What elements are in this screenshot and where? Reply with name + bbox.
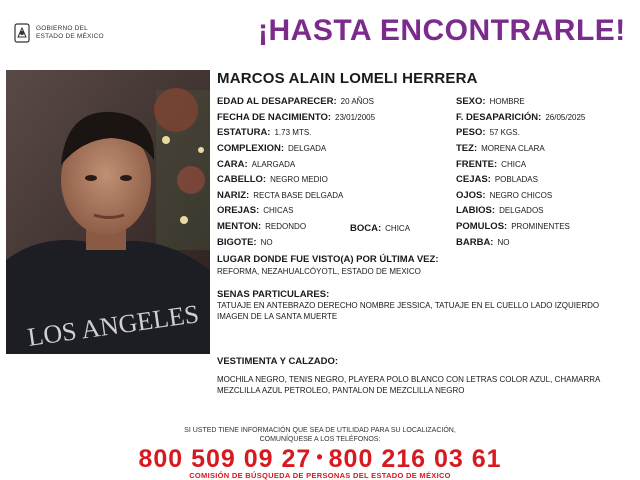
field-label: EDAD AL DESAPARECER: xyxy=(217,96,337,107)
gov-line-2: ESTADO DE MÉXICO xyxy=(36,33,104,40)
field-value: CHICA xyxy=(501,160,527,169)
state-seal-icon xyxy=(12,22,32,44)
contact-info-line-2: COMUNÍQUESE A LOS TELÉFONOS: xyxy=(259,436,381,443)
field-label: FECHA DE NACIMIENTO: xyxy=(217,112,331,123)
field-eyebrows xyxy=(456,173,538,186)
field-value: PROMINENTES xyxy=(511,222,570,231)
gov-line-1: GOBIERNO DEL xyxy=(36,25,88,32)
field-label: OJOS: xyxy=(456,190,486,201)
field-value: NO xyxy=(260,238,273,247)
shirt-lettering: LOS ANGELES xyxy=(25,299,201,352)
field-eyes xyxy=(456,189,552,202)
person-name: MARCOS ALAIN LOMELI HERRERA xyxy=(217,70,478,87)
field-label: ESTATURA: xyxy=(217,127,271,138)
field-label: POMULOS: xyxy=(456,221,508,232)
field-label: BIGOTE: xyxy=(217,237,257,248)
field-value: HOMBRE xyxy=(489,97,525,106)
field-value: DELGADA xyxy=(288,144,327,153)
field-mouth xyxy=(350,222,410,235)
field-mustache xyxy=(217,236,273,249)
marks-text: TATUAJE EN ANTEBRAZO DERECHO NOMBRE JESSICA, TATUAJE EN EL CUELLO LADO IZQUIERDO IMAGEN DE LA SANTA MUERTE xyxy=(217,301,600,321)
field-hair xyxy=(217,173,328,186)
marks-title: SENAS PARTICULARES: xyxy=(217,289,330,300)
last-seen-location: REFORMA, NEZAHUALCÓYOTL, ESTADO DE MEXICO xyxy=(217,267,421,276)
field-face xyxy=(217,158,295,171)
field-label: BOCA: xyxy=(350,223,382,234)
field-value: RECTA BASE DELGADA xyxy=(253,191,344,200)
field-sex xyxy=(456,95,525,108)
field-ears xyxy=(217,204,293,217)
field-nose xyxy=(217,189,343,202)
field-value: NO xyxy=(497,238,510,247)
field-value: CHICA xyxy=(385,224,411,233)
field-label: TEZ: xyxy=(456,143,478,154)
field-label: COMPLEXION: xyxy=(217,143,285,154)
field-value: 26/05/2025 xyxy=(545,113,586,122)
field-label: NARIZ: xyxy=(217,190,250,201)
field-label: BARBA: xyxy=(456,237,494,248)
portrait-illustration xyxy=(6,70,210,354)
field-cheekbones xyxy=(456,220,570,233)
field-label: CEJAS: xyxy=(456,174,491,185)
field-forehead xyxy=(456,158,526,171)
field-label: LABIOS: xyxy=(456,205,496,216)
phone-number-1[interactable]: 800 509 09 27 xyxy=(138,445,312,473)
field-value: CHICAS xyxy=(263,206,294,215)
clothing-title: VESTIMENTA Y CALZADO: xyxy=(217,356,339,367)
field-build xyxy=(217,142,326,155)
field-lips xyxy=(456,204,544,217)
field-label: F. DESAPARICIÓN: xyxy=(456,112,542,123)
headline: ¡HASTA ENCONTRARLE! xyxy=(258,14,626,47)
commission-name: COMISIÓN DE BÚSQUEDA DE PERSONAS DEL ESTADO DE MÉXICO xyxy=(189,471,451,480)
government-logo xyxy=(12,22,104,44)
field-value: NEGRO CHICOS xyxy=(489,191,553,200)
field-disappearance-date xyxy=(456,111,585,124)
field-weight xyxy=(456,126,520,139)
contact-info-line-1: SI USTED TIENE INFORMACIÓN QUE SEA DE UTILIDAD PARA SU LOCALIZACIÓN, xyxy=(184,427,456,434)
field-value: 20 AÑOS xyxy=(340,97,374,106)
phone-number-2[interactable]: 800 216 03 61 xyxy=(328,445,502,473)
field-value: POBLADAS xyxy=(494,175,538,184)
field-chin xyxy=(217,220,306,233)
field-value: REDONDO xyxy=(265,222,307,231)
field-value: NEGRO MEDIO xyxy=(270,175,328,184)
field-value: MORENA CLARA xyxy=(481,144,545,153)
contact-info xyxy=(0,426,640,444)
field-label: SEXO: xyxy=(456,96,486,107)
field-label: FRENTE: xyxy=(456,159,498,170)
phone-numbers xyxy=(0,445,640,474)
field-age xyxy=(217,95,374,108)
clothing-text: MOCHILA NEGRO, TENIS NEGRO, PLAYERA POLO BLANCO CON LETRAS COLOR AZUL, CHAMARRA MEZCLILLA AZUL PETROLEO, PANTALON DE MEZCLILLA NEGRO xyxy=(217,375,600,395)
field-label: CABELLO: xyxy=(217,174,267,185)
missing-person-photo xyxy=(6,70,210,354)
field-label: CARA: xyxy=(217,159,248,170)
field-value: DELGADOS xyxy=(499,206,544,215)
field-value: 57 KGS. xyxy=(489,128,520,137)
field-value: ALARGADA xyxy=(251,160,296,169)
field-value: 1.73 MTS. xyxy=(274,128,312,137)
field-label: PESO: xyxy=(456,127,486,138)
field-complexion xyxy=(456,142,545,155)
field-beard xyxy=(456,236,509,249)
field-height xyxy=(217,126,311,139)
field-label: MENTON: xyxy=(217,221,262,232)
field-value: 23/01/2005 xyxy=(335,113,376,122)
field-label: OREJAS: xyxy=(217,205,260,216)
field-birthdate xyxy=(217,111,375,124)
phone-separator: • xyxy=(316,447,324,467)
last-seen-title: LUGAR DONDE FUE VISTO(A) POR ÚLTIMA VEZ: xyxy=(217,254,439,265)
